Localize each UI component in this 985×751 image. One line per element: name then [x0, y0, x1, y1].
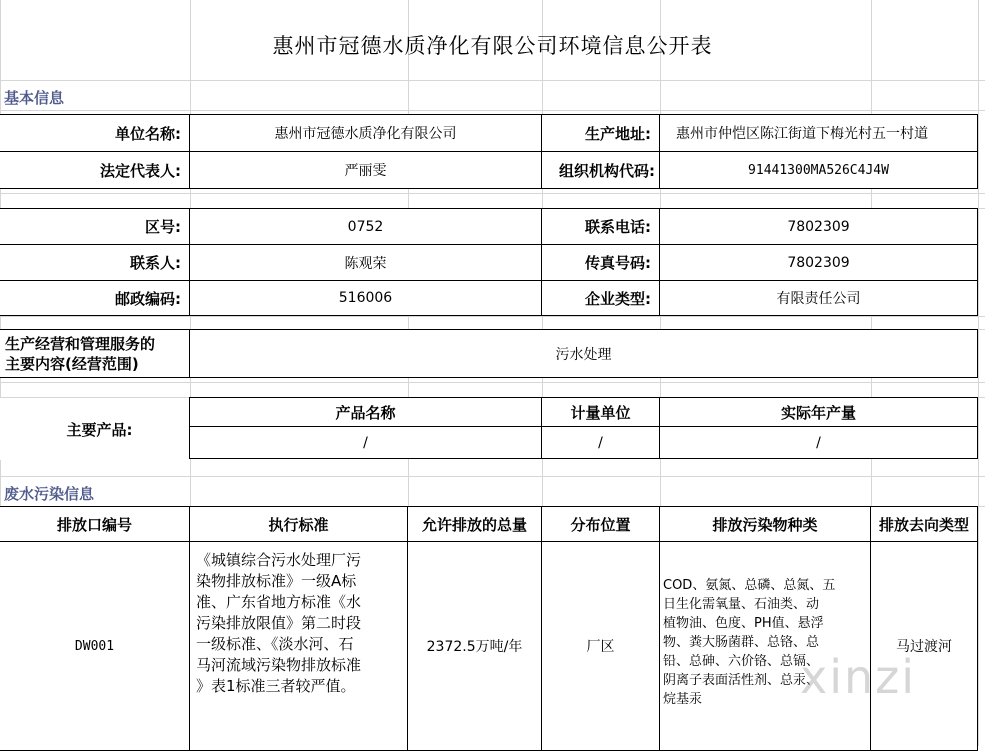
gridline: [0, 80, 985, 81]
unit-name-value[interactable]: 惠州市冠德水质净化有限公司: [189, 114, 542, 152]
scope-label: 生产经营和管理服务的 主要内容(经营范围): [0, 329, 190, 378]
district-value[interactable]: 0752: [189, 208, 542, 245]
gridline: [0, 193, 985, 194]
annual-output-header: 实际年产量: [659, 397, 978, 427]
product-name-header: 产品名称: [189, 397, 542, 427]
ww-total-cell[interactable]: 2372.5万吨/年: [407, 541, 542, 751]
gridline: [0, 316, 985, 317]
scope-value[interactable]: 污水处理: [189, 329, 978, 378]
unit-header: 计量单位: [541, 397, 660, 427]
postal-value[interactable]: 516006: [189, 280, 542, 316]
product-name-cell[interactable]: /: [189, 426, 542, 459]
ww-location-cell[interactable]: 厂区: [541, 541, 660, 751]
ent-type-label: 企业类型:: [541, 280, 660, 316]
ww-header-total: 允许排放的总量: [407, 506, 542, 542]
address-value[interactable]: 惠州市仲恺区陈江街道下梅光村五一村道: [659, 114, 978, 152]
contact-value[interactable]: 陈观荣: [189, 244, 542, 281]
page-title: 惠州市冠德水质净化有限公司环境信息公开表: [272, 34, 713, 58]
unit-cell[interactable]: /: [541, 426, 660, 459]
section-basic-info: 基本信息: [4, 89, 65, 107]
postal-label: 邮政编码:: [0, 280, 190, 316]
annual-output-cell[interactable]: /: [659, 426, 978, 459]
ww-header-location: 分布位置: [541, 506, 660, 542]
unit-name-label: 单位名称:: [0, 114, 190, 152]
gridline: [0, 476, 985, 477]
fax-label: 传真号码:: [541, 244, 660, 281]
section-wastewater: 废水污染信息: [4, 485, 95, 503]
contact-label: 联系人:: [0, 244, 190, 281]
ww-pollutants-cell[interactable]: COD、氨氮、总磷、总氮、五 日生化需氧量、石油类、动 植物油、色度、PH值、悬浮 物、粪大肠菌群、总铬、总 铅、总砷、六价铬、总镉、 阴离子表面活性剂、总汞、 烷基汞: [659, 541, 871, 751]
phone-value[interactable]: 7802309: [659, 208, 978, 245]
gridline: [0, 110, 985, 111]
phone-label: 联系电话:: [541, 208, 660, 245]
ww-outlet-cell[interactable]: DW001: [0, 541, 190, 751]
ww-header-outlet: 排放口编号: [0, 506, 190, 542]
org-code-label: 组织机构代码:: [541, 151, 660, 189]
ww-standard-cell[interactable]: 《城镇综合污水处理厂污 染物排放标准》一级A标 准、广东省地方标准《水 污染排放限值》第二时段 一级标准、《淡水河、石 马河流域污染物排放标准 》表1标准三者较严值。: [189, 541, 408, 751]
fax-value[interactable]: 7802309: [659, 244, 978, 281]
legal-rep-label: 法定代表人:: [0, 151, 190, 189]
products-label: 主要产品:: [0, 398, 189, 460]
gridline: [0, 382, 985, 383]
address-label: 生产地址:: [541, 114, 660, 152]
ww-header-destination: 排放去向类型: [870, 506, 978, 542]
ww-header-pollutants: 排放污染物种类: [659, 506, 871, 542]
watermark: xinzi: [800, 650, 917, 704]
ww-destination-cell[interactable]: 马过渡河: [870, 541, 978, 751]
ww-header-standard: 执行标准: [189, 506, 408, 542]
district-label: 区号:: [0, 208, 190, 245]
org-code-value[interactable]: 91441300MA526C4J4W: [659, 151, 978, 189]
legal-rep-value[interactable]: 严丽雯: [189, 151, 542, 189]
ent-type-value[interactable]: 有限责任公司: [659, 280, 978, 316]
gridline: [978, 0, 979, 746]
